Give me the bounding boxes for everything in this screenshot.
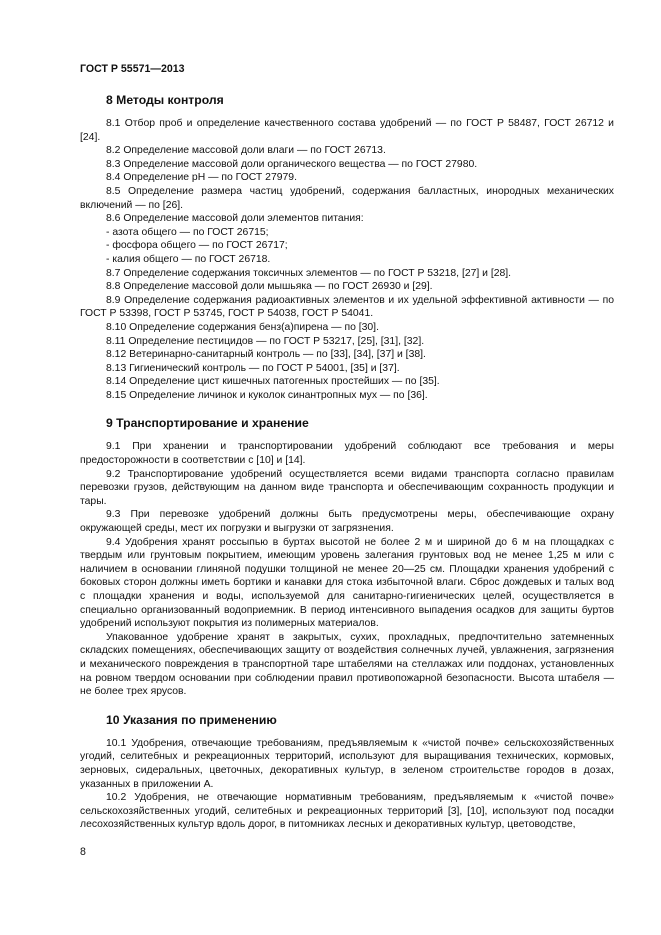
section-heading: 8 Методы контроля	[106, 93, 224, 107]
paragraph: 9.4 Удобрения хранят россыпью в буртах высотой не более 2 м и шириной до 6 м на площадках с твердым или грунтовым покрытием, имеющим уровень залегания грунтовых вод не менее 1,25 м или с наличием в основании глиняной подушки толщиной не менее 20—25 см. Площадки хранения удобрений с боковых сторон должны иметь бортики и канавки для стока избыточной влаги. Сброс дождевых и талых вод с площадки хранения и воды, используемой для санитарно-гигиенических целей, осуществляется в специально организованный водоприемник. В период интенсивного выпадения осадков для защиты буртов удобрений используют покрытия из полимерных материалов.	[80, 536, 614, 630]
paragraph: 8.12 Ветеринарно-санитарный контроль — по [33], [34], [37] и [38].	[106, 349, 426, 361]
paragraph: 8.9 Определение содержания радиоактивных элементов и их удельной эффективной активности — по ГОСТ Р 53398, ГОСТ Р 53745, ГОСТ Р 54038, ГОСТ Р 54041.	[80, 294, 614, 320]
section	[80, 93, 614, 402]
paragraph: - азота общего — по ГОСТ 26715;	[106, 226, 269, 238]
section-heading: 9 Транспортирование и хранение	[106, 416, 309, 431]
page-number: 8	[80, 846, 86, 858]
paragraph: 8.15 Определение личинок и куколок синантропных мух — по [36].	[106, 389, 428, 401]
paragraph: 8.11 Определение пестицидов — по ГОСТ Р 53217, [25], [31], [32].	[106, 335, 425, 347]
paragraph: - калия общего — по ГОСТ 26718.	[106, 253, 271, 265]
document-body	[80, 93, 614, 846]
paragraph: 8.7 Определение содержания токсичных элементов — по ГОСТ Р 53218, [27] и [28].	[106, 267, 512, 279]
paragraph: 8.3 Определение массовой доли органического вещества — по ГОСТ 27980.	[106, 158, 478, 170]
paragraph: 8.6 Определение массовой доли элементов питания:	[106, 213, 364, 225]
paragraph: 8.13 Гигиенический контроль — по ГОСТ Р 54001, [35] и [37].	[106, 362, 400, 374]
paragraph: 9.1 При хранении и транспортировании удобрений соблюдают все требования и меры предосторожности в соответствии с [10] и [14].	[80, 441, 614, 467]
document-header: ГОСТ Р 55571—2013	[80, 63, 185, 75]
paragraph: 8.8 Определение массовой доли мышьяка — по ГОСТ 26930 и [29].	[106, 281, 433, 293]
paragraph: 8.5 Определение размера частиц удобрений, содержания балластных, инородных механических включений — по [26].	[80, 185, 614, 211]
paragraph: 10.2 Удобрения, не отвечающие нормативным требованиям, предъявляемым к «чистой почве» сельскохозяйственных угодий, селитебных и рекреационных территорий [3], [10], используют под посадки лесохозяйственных культур вдоль дорог, в питомниках лесных и декоративных культур, цветоводстве,	[80, 792, 614, 831]
paragraph: 8.10 Определение содержания бенз(а)пирена — по [30].	[106, 321, 379, 333]
section	[80, 416, 614, 698]
paragraph: Упакованное удобрение хранят в закрытых, сухих, прохладных, предпочтительно затемненных складских помещениях, обеспечивающих защиту от воздействия солнечных лучей, увлажнения, загрязнения и механического повреждения в транспортной таре штабелями на стеллажах или поддонах, установленных на ровном твердом основании при соблюдении правил противопожарной безопасности. Высота штабеля — не более трех ярусов.	[80, 631, 614, 698]
paragraph: 9.2 Транспортирование удобрений осуществляется всеми видами транспорта согласно правилам перевозки грузов, действующим на данном виде транспорта и обеспечивающим сохранность продукции и тары.	[80, 468, 614, 507]
paragraph: 10.1 Удобрения, отвечающие требованиям, предъявляемым к «чистой почве» сельскохозяйственных угодий, селитебных и рекреационных территорий, используют для выращивания технических, кормовых, зерновых, сидеральных, цветочных, декоративных культур, в зеленом строительстве городов в дозах, указанных в приложении А.	[80, 737, 614, 790]
paragraph: 8.1 Отбор проб и определение качественного состава удобрений — по ГОСТ Р 58487, ГОСТ 26712 и [24].	[80, 118, 614, 143]
section-heading: 10 Указания по применению	[106, 712, 277, 727]
section	[80, 713, 614, 832]
paragraph: 8.4 Определение pH — по ГОСТ 27979.	[106, 172, 297, 184]
paragraph: 8.14 Определение цист кишечных патогенных простейших — по [35].	[106, 376, 440, 388]
paragraph: - фосфора общего — по ГОСТ 26717;	[106, 240, 288, 252]
paragraph: 9.3 При перевозке удобрений должны быть предусмотрены меры, обеспечивающие охрану окружающей среды, мест их погрузки и выгрузки от загрязнения.	[80, 509, 614, 535]
paragraph: 8.2 Определение массовой доли влаги — по ГОСТ 26713.	[106, 145, 386, 157]
